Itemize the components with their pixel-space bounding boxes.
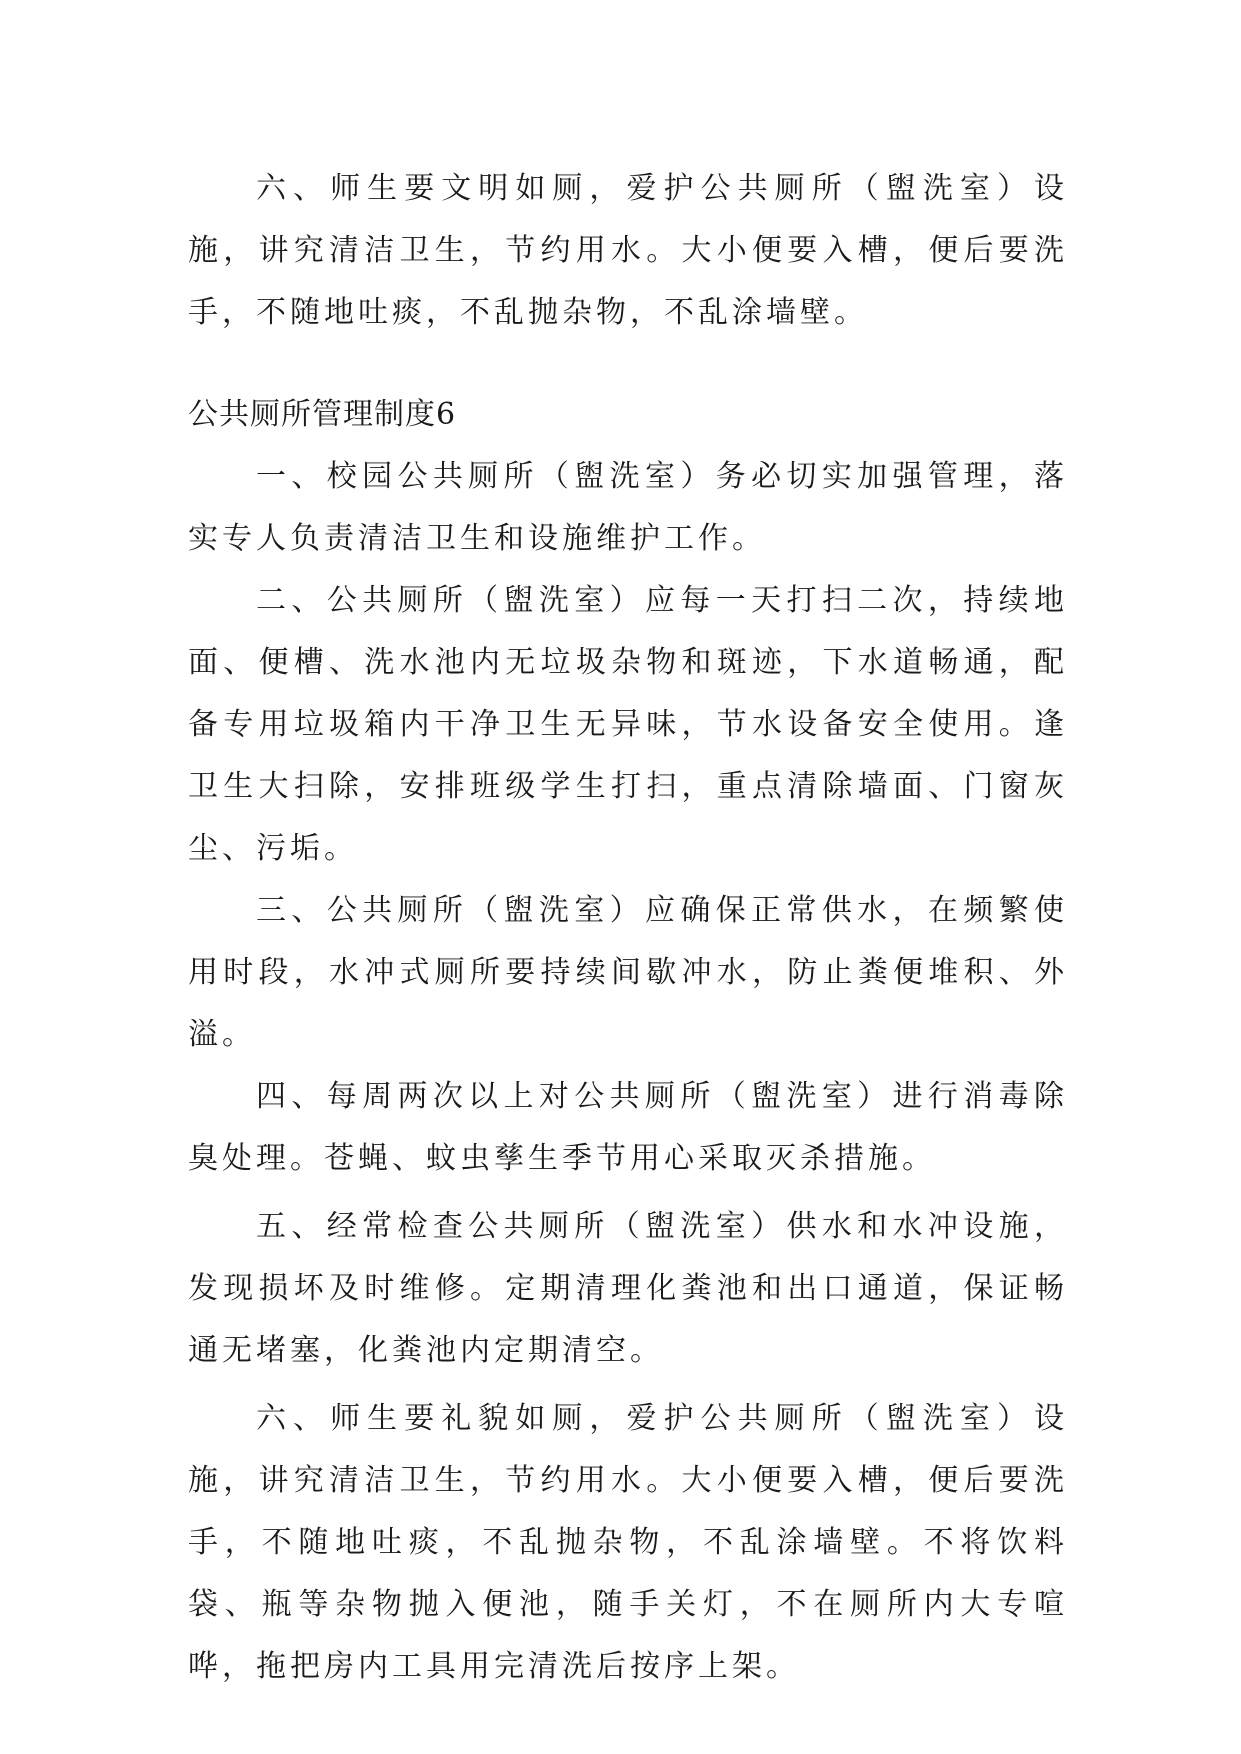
paragraph-4: 四、每周两次以上对公共厕所（盥洗室）进行消毒除臭处理。苍蝇、蚊虫孳生季节用心采取灭杀措施。: [188, 1079, 1068, 1176]
paragraph-6: 六、师生要礼貌如厕，爱护公共厕所（盥洗室）设施，讲究清洁卫生，节约用水。大小便要入槽，便后要洗手，不随地吐痰，不乱抛杂物，不乱涂墙壁。不将饮料袋、瓶等杂物抛入便池，随手关灯，不在厕所内大专喧哗，拖把房内工具用完清洗后按序上架。: [188, 1401, 1068, 1684]
intro-paragraph: 六、师生要文明如厕，爱护公共厕所（盥洗室）设施，讲究清洁卫生，节约用水。大小便要入槽，便后要洗手，不随地吐痰，不乱抛杂物，不乱涂墙壁。: [188, 171, 1068, 330]
paragraph-3: 三、公共厕所（盥洗室）应确保正常供水，在频繁使用时段，水冲式厕所要持续间歇冲水，防止粪便堆积、外溢。: [188, 893, 1068, 1052]
paragraph-1: 一、校园公共厕所（盥洗室）务必切实加强管理，落实专人负责清洁卫生和设施维护工作。: [188, 459, 1068, 556]
paragraph-5: 五、经常检查公共厕所（盥洗室）供水和水冲设施，发现损坏及时维修。定期清理化粪池和出口通道，保证畅通无堵塞，化粪池内定期清空。: [188, 1209, 1068, 1368]
section-heading: 公共厕所管理制度6: [188, 397, 457, 432]
paragraph-2: 二、公共厕所（盥洗室）应每一天打扫二次，持续地面、便槽、洗水池内无垃圾杂物和斑迹，下水道畅通，配备专用垃圾箱内干净卫生无异味，节水设备安全使用。逢卫生大扫除，安排班级学生打扫，重点清除墙面、门窗灰尘、污垢。: [188, 583, 1068, 866]
document-page: [188, 158, 1068, 1698]
section-spacer: [188, 344, 1068, 384]
